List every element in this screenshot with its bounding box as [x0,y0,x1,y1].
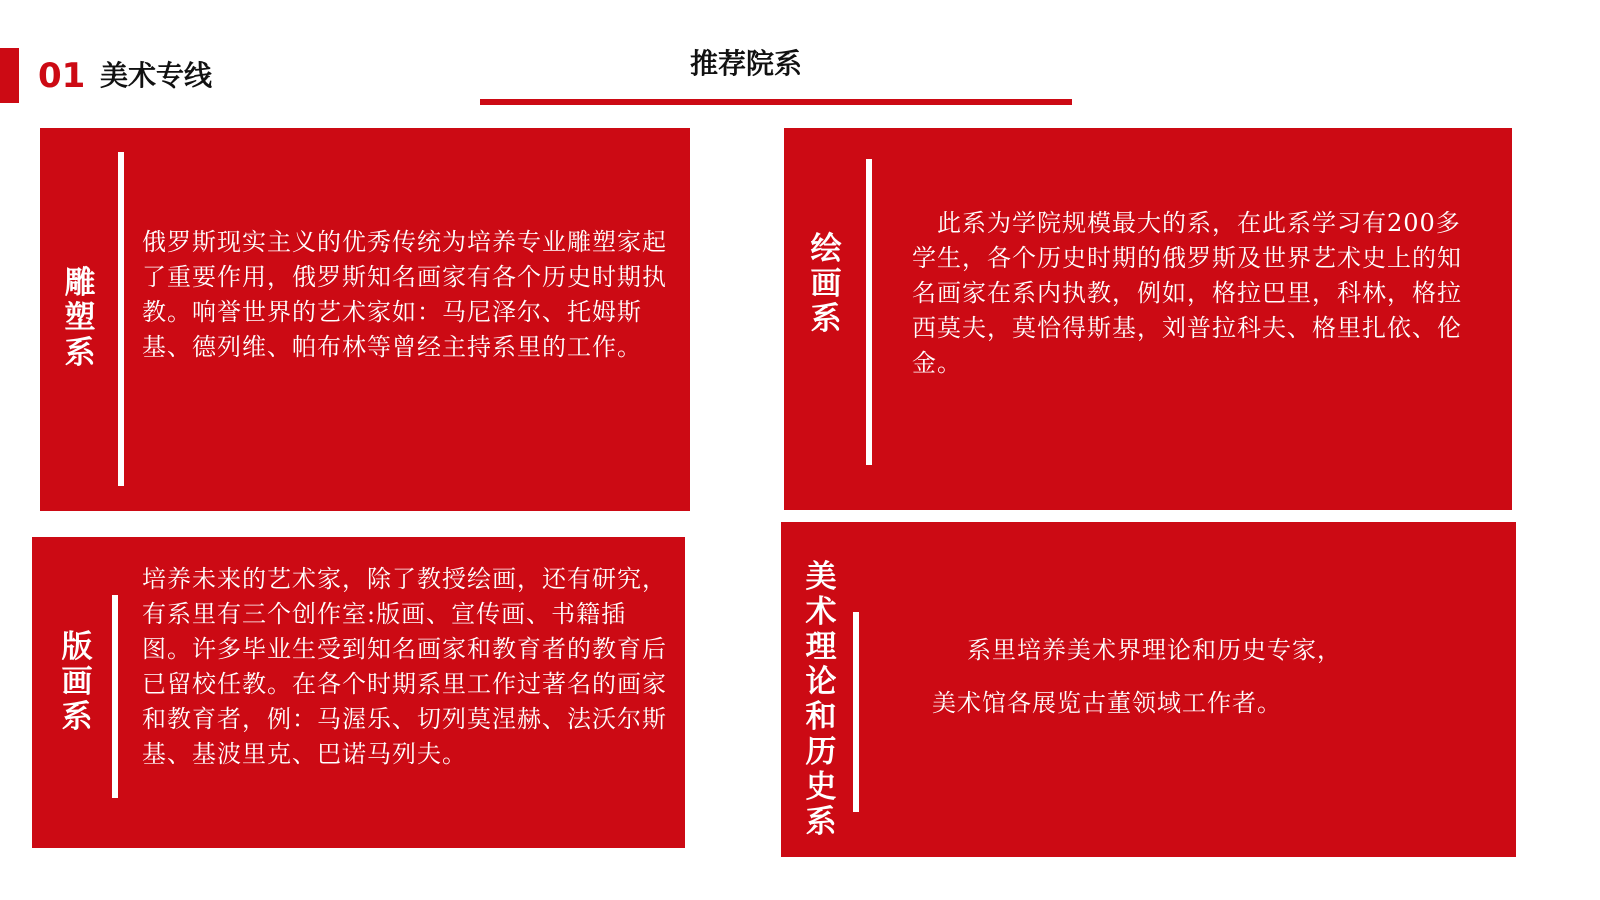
divider-line [866,159,872,465]
dept-name-painting: 绘画系 [810,231,842,337]
divider-line [112,595,118,798]
dept-description-line-2: 美术馆各展览古董领域工作者。 [932,689,1282,717]
card-printmaking [32,537,685,848]
dept-description-line-1: 系里培养美术界理论和历史专家， [967,636,1342,664]
dept-name-printmaking: 版画系 [61,629,93,735]
card-art-theory-history [781,522,1516,857]
dept-name-art-theory-history: 美术理论和历史系 [805,559,837,840]
divider-line [118,152,124,486]
card-painting [784,128,1512,510]
divider-line [853,612,859,812]
page-title: 推荐院系 [690,47,803,80]
section-accent-bar [0,48,19,103]
dept-description-sculpture: 俄罗斯现实主义的优秀传统为培养专业雕塑家起了重要作用，俄罗斯知名画家有各个历史时期执教。响誉世界的艺术家如：马尼泽尔、托姆斯基、德列维、帕布林等曾经主持系里的工作。 [142,228,667,361]
dept-name-sculpture: 雕塑系 [64,265,96,371]
title-underline [480,99,1072,105]
section-number: 01 [38,56,86,96]
section-title: 美术专线 [100,59,213,92]
dept-description-printmaking: 培养未来的艺术家，除了教授绘画，还有研究，有系里有三个创作室:版画、宣传画、书籍插图。许多毕业生受到知名画家和教育者的教育后已留校任教。在各个时期系里工作过著名的画家和教育者，例：马渥乐、切列莫涅赫、法沃尔斯基、基波里克、巴诺马列夫。 [142,565,667,768]
dept-description-painting: 此系为学院规模最大的系，在此系学习有200多学生，各个历史时期的俄罗斯及世界艺术史上的知名画家在系内执教，例如，格拉巴里，科林，格拉西莫夫，莫恰得斯基，刘普拉科夫、格里扎依、伦金。 [912,209,1462,377]
card-sculpture [40,128,690,511]
